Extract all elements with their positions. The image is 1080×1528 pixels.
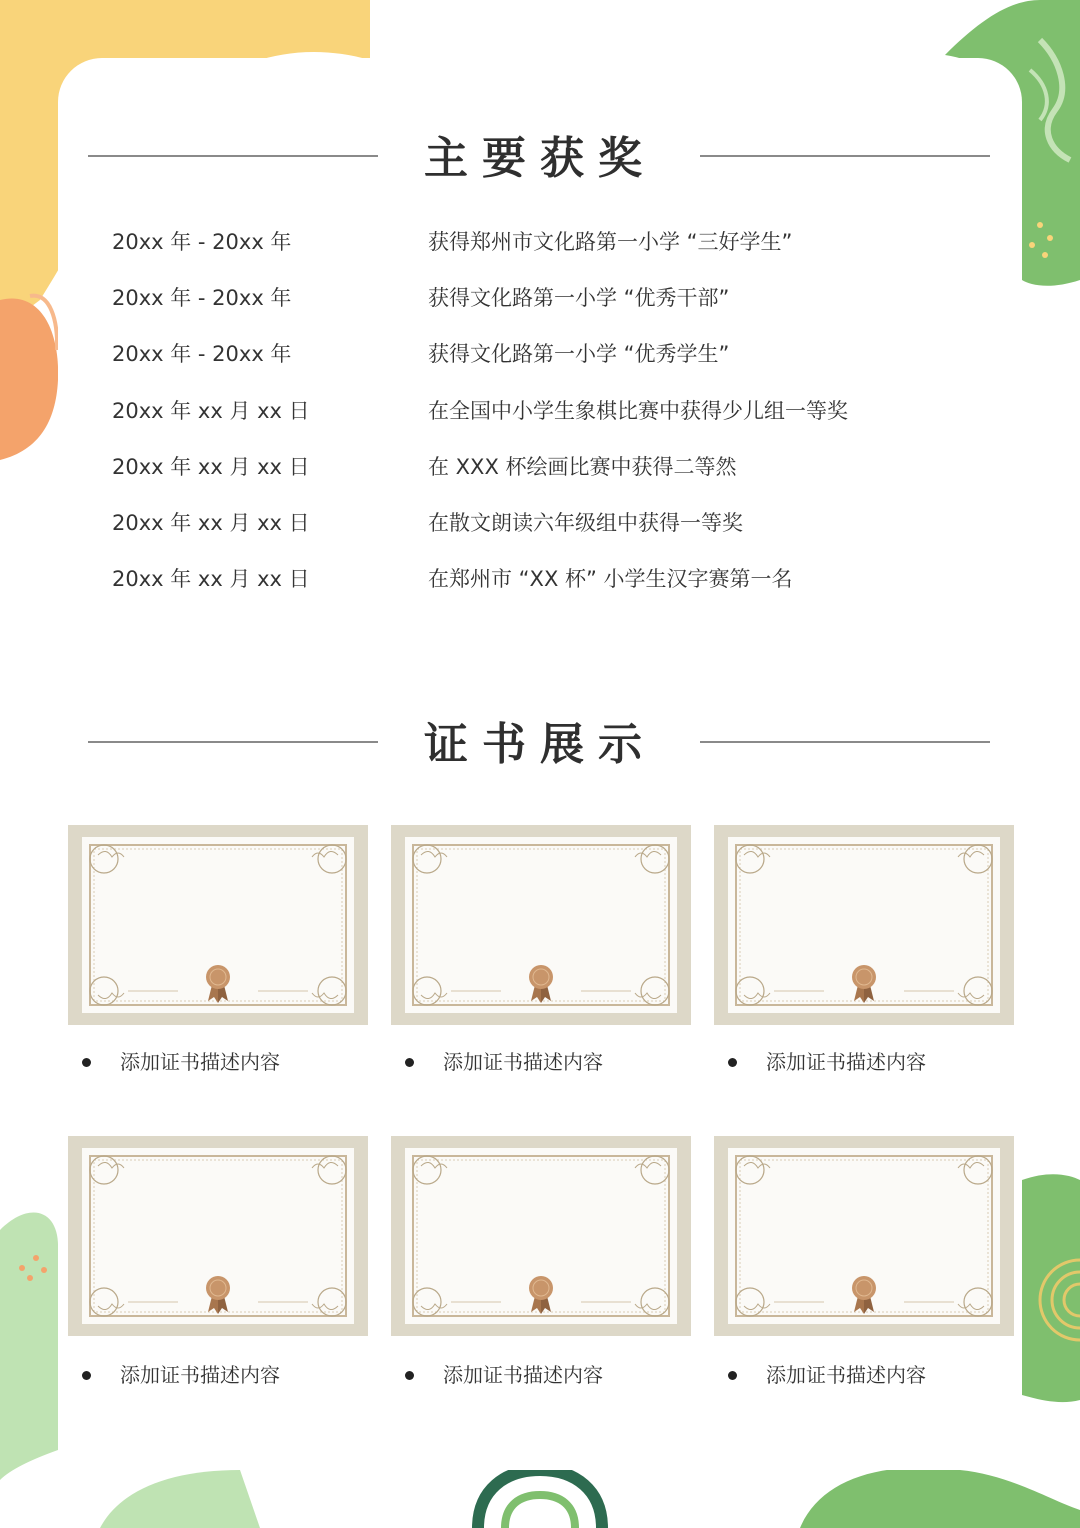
bullet-icon (405, 1371, 414, 1380)
certificate-caption: 添加证书描述内容 (766, 1363, 926, 1387)
certificate-image (714, 1136, 1014, 1336)
award-description: 在全国中小学生象棋比赛中获得少儿组一等奖 (428, 398, 848, 423)
award-row (0, 282, 1080, 322)
award-date: 20xx 年 - 20xx 年 (112, 230, 292, 254)
award-row (0, 395, 1080, 435)
award-date: 20xx 年 - 20xx 年 (112, 286, 292, 311)
certificate-caption: 添加证书描述内容 (766, 1050, 926, 1074)
award-date: 20xx 年 - 20xx 年 (112, 342, 292, 367)
certificate-frame-graphic (714, 825, 1014, 1025)
bullet-icon (82, 1371, 91, 1380)
certificate-image (391, 825, 691, 1025)
bullet-icon (728, 1058, 737, 1067)
awards-section-title: 主要获奖 (424, 133, 656, 184)
certificate-caption: 添加证书描述内容 (120, 1050, 280, 1074)
bullet-icon (82, 1058, 91, 1067)
award-row (0, 507, 1080, 547)
award-row (0, 226, 1080, 266)
award-row (0, 338, 1080, 378)
certificate-image (68, 825, 368, 1025)
award-row (0, 451, 1080, 491)
award-description: 在散文朗读六年级组中获得一等奖 (428, 511, 743, 535)
orange-leaf-shape (0, 298, 58, 460)
certificate-caption: 添加证书描述内容 (443, 1050, 603, 1074)
certificate-caption: 添加证书描述内容 (443, 1363, 603, 1387)
award-date: 20xx 年 xx 月 xx 日 (112, 511, 310, 535)
certificate-frame-graphic (391, 825, 691, 1025)
award-date: 20xx 年 xx 月 xx 日 (112, 567, 310, 592)
certificate-frame-graphic (68, 825, 368, 1025)
award-description: 获得文化路第一小学 “优秀学生” (428, 342, 730, 367)
certificate-frame-graphic (68, 1136, 368, 1336)
light-green-blob-shape (0, 1213, 58, 1480)
award-description: 在 XXX 杯绘画比赛中获得二等然 (428, 454, 737, 479)
award-date: 20xx 年 xx 月 xx 日 (112, 398, 310, 423)
bullet-icon (405, 1058, 414, 1067)
certificates-section-title: 证书展示 (424, 719, 656, 770)
award-description: 在郑州市 “XX 杯” 小学生汉字赛第一名 (428, 567, 793, 592)
award-row (0, 563, 1080, 603)
certificate-frame-graphic (391, 1136, 691, 1336)
certificate-frame-graphic (714, 1136, 1014, 1336)
award-description: 获得文化路第一小学 “优秀干部” (428, 286, 730, 311)
certificate-caption: 添加证书描述内容 (120, 1363, 280, 1387)
certificate-image (68, 1136, 368, 1336)
bullet-icon (728, 1371, 737, 1380)
certificate-image (391, 1136, 691, 1336)
award-date: 20xx 年 xx 月 xx 日 (112, 454, 310, 479)
certificate-image (714, 825, 1014, 1025)
award-description: 获得郑州市文化路第一小学 “三好学生” (428, 230, 793, 254)
